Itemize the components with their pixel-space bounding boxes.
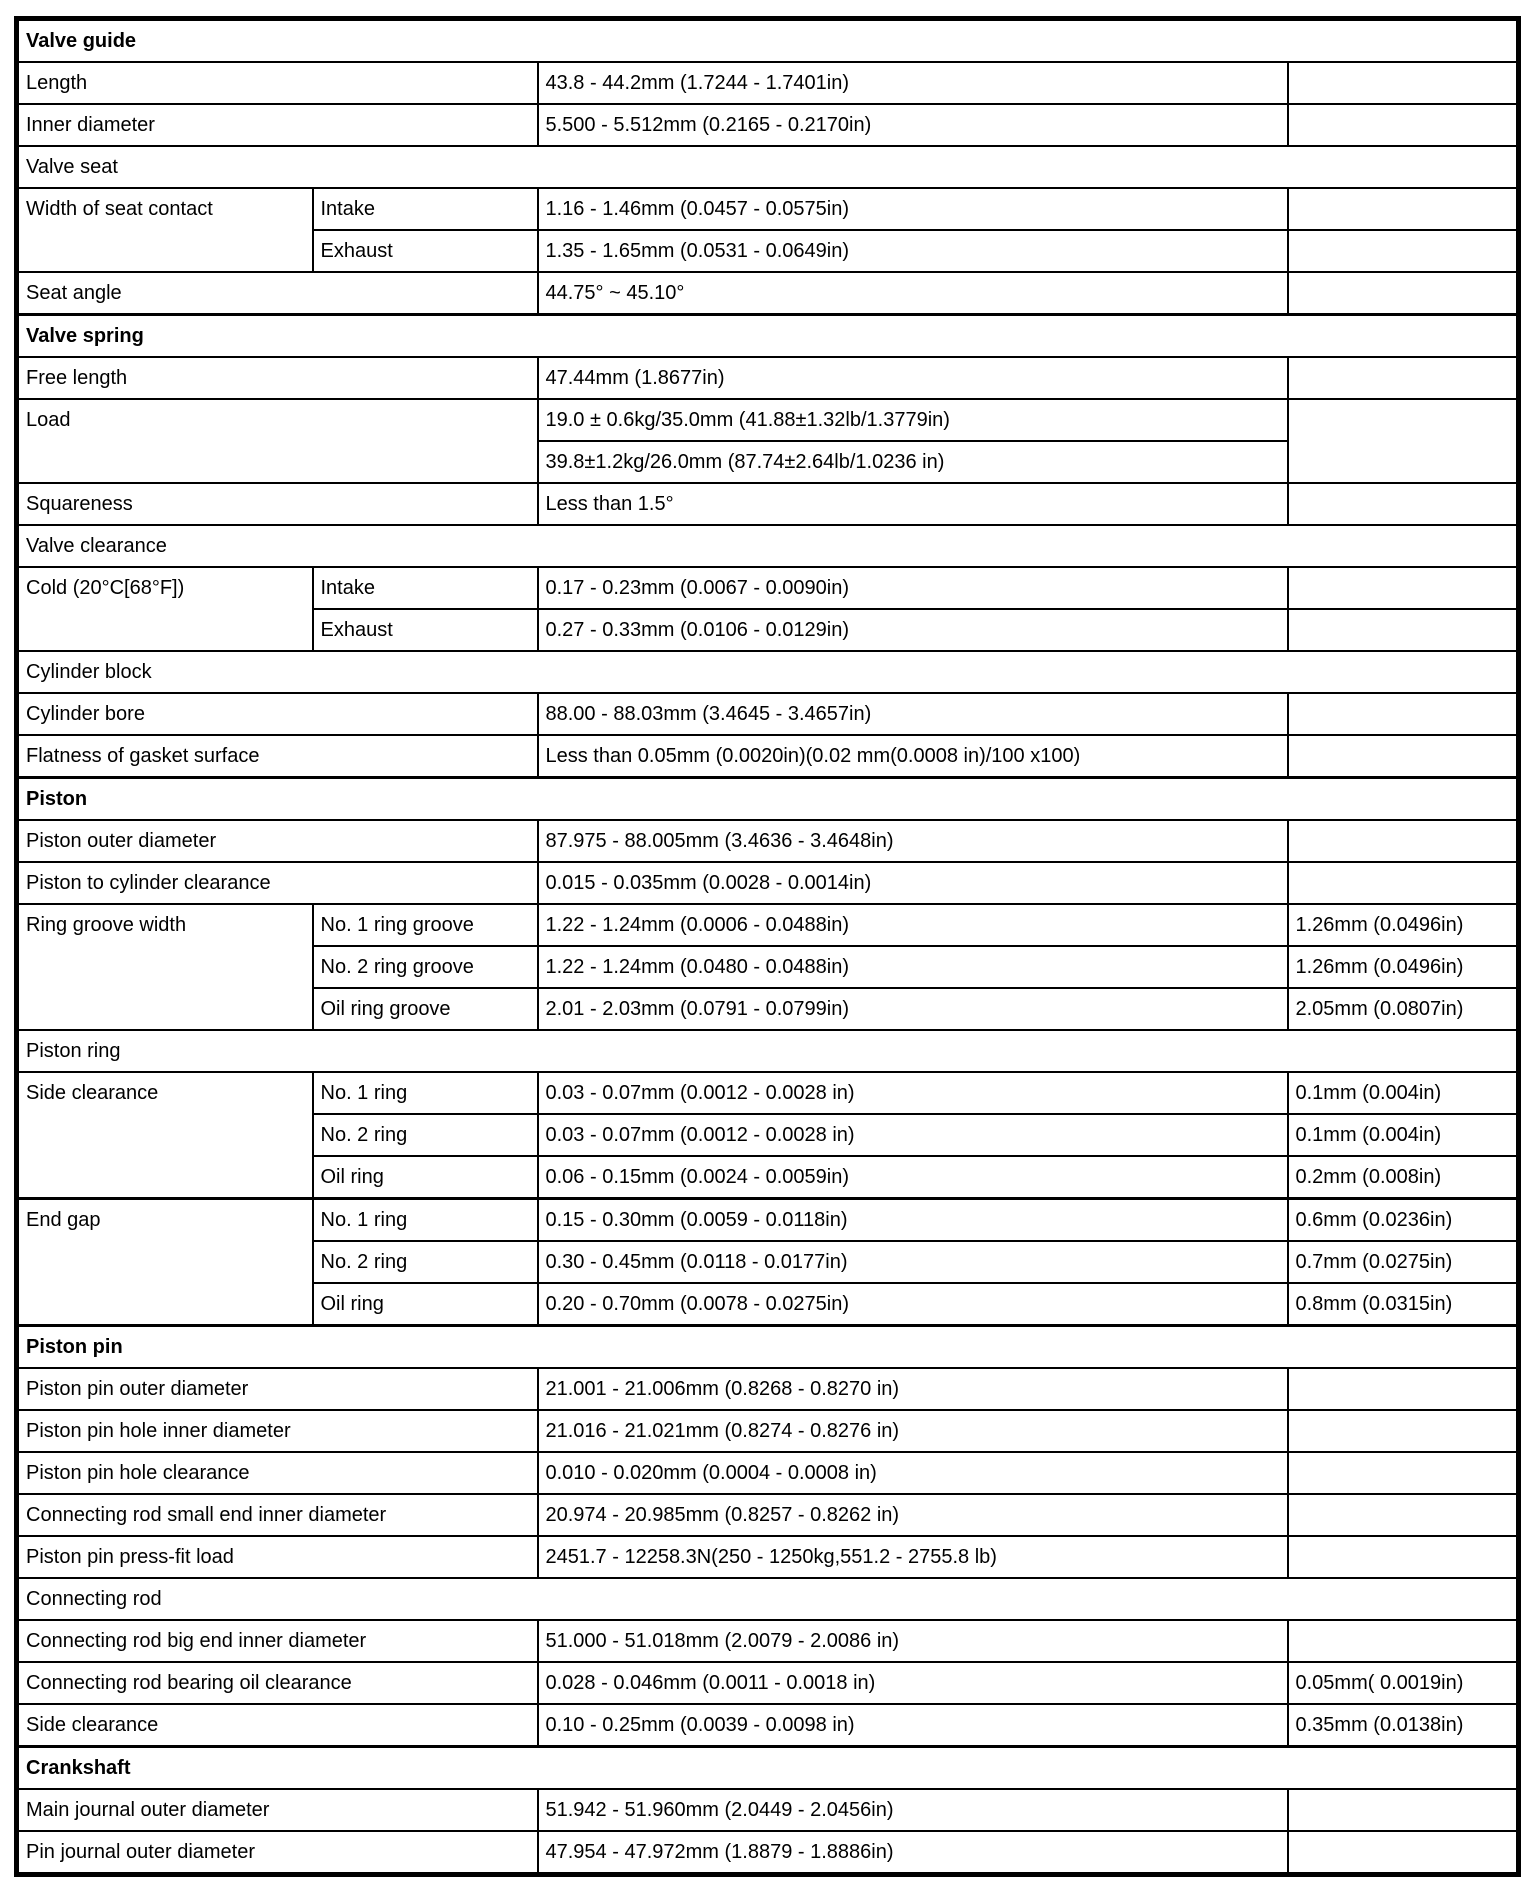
spec-value-cell: 88.00 - 88.03mm (3.4645 - 3.4657in)	[538, 693, 1288, 735]
spec-value-cell: Less than 1.5°	[538, 483, 1288, 525]
spec-value-cell: 1.16 - 1.46mm (0.0457 - 0.0575in)	[538, 188, 1288, 230]
spec-limit-cell: 0.6mm (0.0236in)	[1288, 1199, 1519, 1242]
spec-value-cell: 0.06 - 0.15mm (0.0024 - 0.0059in)	[538, 1156, 1288, 1199]
table-row	[17, 567, 1519, 609]
spec-value-cell: 1.35 - 1.65mm (0.0531 - 0.0649in)	[538, 230, 1288, 272]
spec-value-cell: 87.975 - 88.005mm (3.4636 - 3.4648in)	[538, 820, 1288, 862]
spec-limit-cell	[1288, 62, 1519, 104]
table-row	[17, 1199, 1519, 1242]
spec-sublabel-cell: Intake	[313, 188, 538, 230]
spec-value-cell: 20.974 - 20.985mm (0.8257 - 0.8262 in)	[538, 1494, 1288, 1536]
specifications-table	[14, 16, 1521, 1877]
spec-limit-cell	[1288, 1452, 1519, 1494]
spec-value-cell: Less than 0.05mm (0.0020in)(0.02 mm(0.0008 in)/100 x100)	[538, 735, 1288, 778]
table-row	[17, 862, 1519, 904]
table-body	[17, 19, 1519, 1875]
spec-limit-cell	[1288, 735, 1519, 778]
spec-label-cell: Side clearance	[17, 1704, 538, 1747]
spec-label-cell: Cold (20°C[68°F])	[17, 567, 313, 651]
spec-label-cell: Piston to cylinder clearance	[17, 862, 538, 904]
spec-sublabel-cell: No. 1 ring	[313, 1199, 538, 1242]
spec-value-cell: 2451.7 - 12258.3N(250 - 1250kg,551.2 - 2755.8 lb)	[538, 1536, 1288, 1578]
spec-value-cell: 0.10 - 0.25mm (0.0039 - 0.0098 in)	[538, 1704, 1288, 1747]
spec-limit-cell	[1288, 693, 1519, 735]
table-row	[17, 1662, 1519, 1704]
spec-value-cell: 0.028 - 0.046mm (0.0011 - 0.0018 in)	[538, 1662, 1288, 1704]
table-row	[17, 1494, 1519, 1536]
spec-sublabel-cell: No. 2 ring groove	[313, 946, 538, 988]
spec-limit-cell: 0.8mm (0.0315in)	[1288, 1283, 1519, 1326]
spec-limit-cell	[1288, 1620, 1519, 1662]
section-header-cell: Crankshaft	[17, 1747, 1519, 1790]
spec-label-cell: Connecting rod bearing oil clearance	[17, 1662, 538, 1704]
spec-value-cell: 51.942 - 51.960mm (2.0449 - 2.0456in)	[538, 1789, 1288, 1831]
spec-limit-cell	[1288, 188, 1519, 230]
spec-value-cell: 0.17 - 0.23mm (0.0067 - 0.0090in)	[538, 567, 1288, 609]
table-row	[17, 693, 1519, 735]
spec-limit-cell: 2.05mm (0.0807in)	[1288, 988, 1519, 1030]
section-header-cell: Piston ring	[17, 1030, 1519, 1072]
spec-value-cell: 1.22 - 1.24mm (0.0006 - 0.0488in)	[538, 904, 1288, 946]
spec-label-cell: Width of seat contact	[17, 188, 313, 272]
spec-limit-cell	[1288, 1368, 1519, 1410]
spec-label-cell: Squareness	[17, 483, 538, 525]
spec-sublabel-cell: No. 2 ring	[313, 1114, 538, 1156]
table-row	[17, 483, 1519, 525]
spec-label-cell: Side clearance	[17, 1072, 313, 1199]
spec-value-cell: 0.15 - 0.30mm (0.0059 - 0.0118in)	[538, 1199, 1288, 1242]
section-header-cell: Cylinder block	[17, 651, 1519, 693]
spec-sublabel-cell: No. 1 ring groove	[313, 904, 538, 946]
table-row	[17, 1072, 1519, 1114]
spec-limit-cell	[1288, 483, 1519, 525]
table-row	[17, 104, 1519, 146]
spec-value-cell: 44.75° ~ 45.10°	[538, 272, 1288, 315]
spec-value-cell: 39.8±1.2kg/26.0mm (87.74±2.64lb/1.0236 in)	[538, 441, 1288, 483]
spec-limit-cell	[1288, 1536, 1519, 1578]
spec-sublabel-cell: Exhaust	[313, 609, 538, 651]
spec-limit-cell: 0.7mm (0.0275in)	[1288, 1241, 1519, 1283]
section-header-cell: Piston	[17, 778, 1519, 821]
section-header-cell: Piston pin	[17, 1326, 1519, 1369]
spec-limit-cell: 0.2mm (0.008in)	[1288, 1156, 1519, 1199]
spec-label-cell: Seat angle	[17, 272, 538, 315]
table-row	[17, 357, 1519, 399]
spec-label-cell: Connecting rod big end inner diameter	[17, 1620, 538, 1662]
table-row	[17, 1326, 1519, 1369]
table-row	[17, 62, 1519, 104]
spec-value-cell: 2.01 - 2.03mm (0.0791 - 0.0799in)	[538, 988, 1288, 1030]
spec-value-cell: 0.20 - 0.70mm (0.0078 - 0.0275in)	[538, 1283, 1288, 1326]
table-row	[17, 399, 1519, 441]
table-row	[17, 1410, 1519, 1452]
spec-value-cell: 21.001 - 21.006mm (0.8268 - 0.8270 in)	[538, 1368, 1288, 1410]
spec-limit-cell: 1.26mm (0.0496in)	[1288, 904, 1519, 946]
table-row	[17, 1620, 1519, 1662]
spec-limit-cell	[1288, 1789, 1519, 1831]
table-row	[17, 1578, 1519, 1620]
spec-sublabel-cell: Exhaust	[313, 230, 538, 272]
spec-label-cell: Piston pin hole inner diameter	[17, 1410, 538, 1452]
spec-sublabel-cell: Oil ring	[313, 1156, 538, 1199]
table-row	[17, 19, 1519, 63]
spec-value-cell: 43.8 - 44.2mm (1.7244 - 1.7401in)	[538, 62, 1288, 104]
spec-value-cell: 1.22 - 1.24mm (0.0480 - 0.0488in)	[538, 946, 1288, 988]
spec-value-cell: 19.0 ± 0.6kg/35.0mm (41.88±1.32lb/1.3779in)	[538, 399, 1288, 441]
spec-value-cell: 0.015 - 0.035mm (0.0028 - 0.0014in)	[538, 862, 1288, 904]
spec-limit-cell: 0.1mm (0.004in)	[1288, 1114, 1519, 1156]
spec-sublabel-cell: Oil ring groove	[313, 988, 538, 1030]
spec-limit-cell	[1288, 104, 1519, 146]
spec-limit-cell	[1288, 357, 1519, 399]
spec-value-cell: 5.500 - 5.512mm (0.2165 - 0.2170in)	[538, 104, 1288, 146]
spec-limit-cell	[1288, 862, 1519, 904]
spec-label-cell: Piston pin press-fit load	[17, 1536, 538, 1578]
table-row	[17, 1536, 1519, 1578]
section-header-cell: Valve seat	[17, 146, 1519, 188]
spec-label-cell: Main journal outer diameter	[17, 1789, 538, 1831]
spec-limit-cell: 0.35mm (0.0138in)	[1288, 1704, 1519, 1747]
spec-limit-cell	[1288, 1494, 1519, 1536]
table-row	[17, 188, 1519, 230]
spec-limit-cell	[1288, 609, 1519, 651]
spec-label-cell: Cylinder bore	[17, 693, 538, 735]
spec-label-cell: Piston pin hole clearance	[17, 1452, 538, 1494]
spec-label-cell: Length	[17, 62, 538, 104]
spec-limit-cell	[1288, 567, 1519, 609]
spec-value-cell: 0.03 - 0.07mm (0.0012 - 0.0028 in)	[538, 1114, 1288, 1156]
table-row	[17, 904, 1519, 946]
spec-label-cell: Pin journal outer diameter	[17, 1831, 538, 1875]
spec-value-cell: 51.000 - 51.018mm (2.0079 - 2.0086 in)	[538, 1620, 1288, 1662]
spec-limit-cell: 0.05mm( 0.0019in)	[1288, 1662, 1519, 1704]
spec-limit-cell	[1288, 820, 1519, 862]
table-row	[17, 1030, 1519, 1072]
spec-label-cell: Piston pin outer diameter	[17, 1368, 538, 1410]
table-row	[17, 1747, 1519, 1790]
spec-label-cell: Ring groove width	[17, 904, 313, 1030]
spec-value-cell: 47.954 - 47.972mm (1.8879 - 1.8886in)	[538, 1831, 1288, 1875]
table-row	[17, 651, 1519, 693]
spec-label-cell: Piston outer diameter	[17, 820, 538, 862]
spec-value-cell: 21.016 - 21.021mm (0.8274 - 0.8276 in)	[538, 1410, 1288, 1452]
spec-label-cell: Flatness of gasket surface	[17, 735, 538, 778]
section-header-cell: Valve spring	[17, 315, 1519, 358]
spec-limit-cell	[1288, 230, 1519, 272]
section-header-cell: Valve clearance	[17, 525, 1519, 567]
spec-sublabel-cell: No. 2 ring	[313, 1241, 538, 1283]
table-row	[17, 1452, 1519, 1494]
table-row	[17, 1704, 1519, 1747]
spec-value-cell: 0.010 - 0.020mm (0.0004 - 0.0008 in)	[538, 1452, 1288, 1494]
spec-label-cell: Inner diameter	[17, 104, 538, 146]
spec-value-cell: 0.30 - 0.45mm (0.0118 - 0.0177in)	[538, 1241, 1288, 1283]
spec-limit-cell: 1.26mm (0.0496in)	[1288, 946, 1519, 988]
spec-label-cell: Connecting rod small end inner diameter	[17, 1494, 538, 1536]
section-header-cell: Valve guide	[17, 19, 1519, 63]
table-row	[17, 1789, 1519, 1831]
table-row	[17, 735, 1519, 778]
section-header-cell: Connecting rod	[17, 1578, 1519, 1620]
spec-limit-cell	[1288, 399, 1519, 483]
spec-value-cell: 0.03 - 0.07mm (0.0012 - 0.0028 in)	[538, 1072, 1288, 1114]
spec-limit-cell	[1288, 1831, 1519, 1875]
table-row	[17, 272, 1519, 315]
spec-value-cell: 0.27 - 0.33mm (0.0106 - 0.0129in)	[538, 609, 1288, 651]
table-row	[17, 146, 1519, 188]
spec-value-cell: 47.44mm (1.8677in)	[538, 357, 1288, 399]
spec-label-cell: Load	[17, 399, 538, 483]
table-row	[17, 525, 1519, 567]
spec-label-cell: Free length	[17, 357, 538, 399]
table-row	[17, 778, 1519, 821]
spec-sublabel-cell: No. 1 ring	[313, 1072, 538, 1114]
spec-sublabel-cell: Oil ring	[313, 1283, 538, 1326]
table-row	[17, 820, 1519, 862]
spec-sublabel-cell: Intake	[313, 567, 538, 609]
table-row	[17, 1831, 1519, 1875]
spec-limit-cell: 0.1mm (0.004in)	[1288, 1072, 1519, 1114]
table-row	[17, 1368, 1519, 1410]
spec-limit-cell	[1288, 1410, 1519, 1452]
table-row	[17, 315, 1519, 358]
spec-limit-cell	[1288, 272, 1519, 315]
spec-label-cell: End gap	[17, 1199, 313, 1326]
